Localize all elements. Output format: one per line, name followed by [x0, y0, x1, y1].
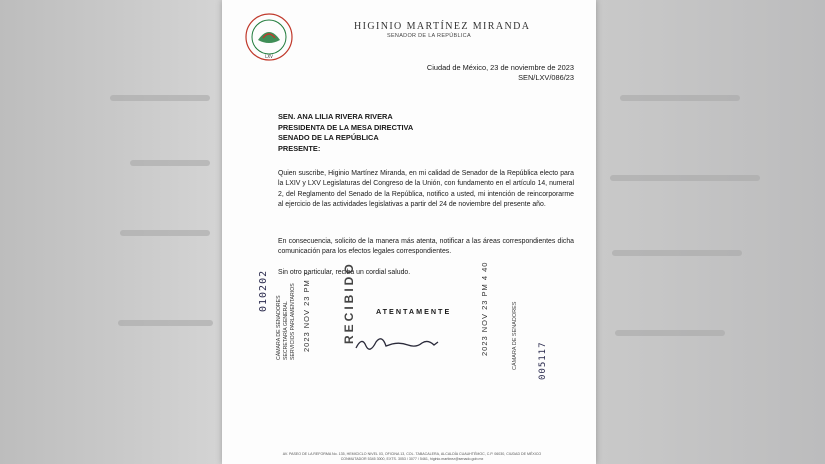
recipient-name: SEN. ANA LILIA RIVERA RIVERA — [278, 112, 393, 121]
body-paragraph-3: Sin otro particular, reciba un cordial saludo. — [278, 269, 411, 276]
recipient-position: PRESIDENTA DE LA MESA DIRECTIVA — [278, 122, 414, 132]
stamp-line: SERVICIOS PARLAMENTARIOS — [290, 283, 296, 360]
sender-title: SENADOR DE LA REPÚBLICA — [387, 33, 471, 39]
blur-stroke — [130, 160, 210, 166]
body-paragraph-1: Quien suscribe, Higinio Martínez Miranda, en mi calidad de Senador de la República electo para la LXIV y LXV Legislaturas del Congreso de la Unión, con fundamento en el artículo 14, numeral 2, del Reglamento del Senado de la República, notifico a usted, mi intención de reincorporarme al ejercicio de las actividades legislativas a partir del 24 de noviembre del presente año. — [278, 170, 574, 209]
letter-reference: SEN/LXV/086/23 — [518, 73, 574, 82]
reception-stamp-right: CÁMARA DE SENADORES — [512, 301, 518, 370]
received-stamp: RECIBIDO — [342, 261, 356, 344]
stamp-datetime-left: 2023 NOV 23 PM 7 — [302, 270, 311, 352]
stamp-line: SECRETARÍA GENERAL — [283, 301, 289, 360]
closing-label: ATENTAMENTE — [376, 307, 452, 316]
recipient-block — [278, 112, 413, 154]
svg-text:LXV: LXV — [265, 54, 273, 59]
stamp-line: CÁMARA DE SENADORES — [276, 295, 282, 360]
letter-page — [222, 0, 596, 464]
salutation: PRESENTE: — [278, 143, 321, 153]
letter-footer — [262, 452, 562, 462]
reception-stamp-left — [276, 283, 297, 360]
senate-seal-logo — [244, 12, 294, 62]
letter-date: Ciudad de México, 23 de noviembre de 2023 — [426, 63, 574, 72]
recipient-institution: SENADO DE LA REPÚBLICA — [278, 133, 379, 142]
blur-stroke — [110, 95, 210, 101]
date-block — [427, 63, 574, 83]
footer-contact: CONMUTADOR 5345 3000, EXTS. 3053 / 3077 / 5461, higinio.martinez@senado.gob.mx — [340, 457, 484, 461]
blur-stroke — [118, 320, 213, 326]
blur-stroke — [620, 95, 740, 101]
handwritten-signature — [352, 328, 442, 358]
stamp-number-left: 010202 — [258, 269, 269, 312]
blur-stroke — [612, 250, 742, 256]
blur-stroke — [615, 330, 725, 336]
body-paragraph-2: En consecuencia, solicito de la manera más atenta, notificar a las áreas correspondientes dicha comunicación para los efectos legales correspondientes. — [278, 238, 574, 256]
blur-stroke — [610, 175, 760, 181]
blur-stroke — [120, 230, 210, 236]
stamp-datetime-right: 2023 NOV 23 PM 4 40 — [480, 261, 489, 356]
footer-address: AV. PASEO DE LA REFORMA No. 135, HEMICICLO NIVEL 03, OFICINA 13, COL. TABACALERA, ALCALDÍA CUAUHTÉMOC, C.P. 06030, CIUDAD DE MÉXICO — [282, 452, 542, 456]
sender-name: HIGINIO MARTÍNEZ MIRANDA — [354, 21, 531, 32]
stamp-number-right: 005117 — [538, 341, 548, 380]
